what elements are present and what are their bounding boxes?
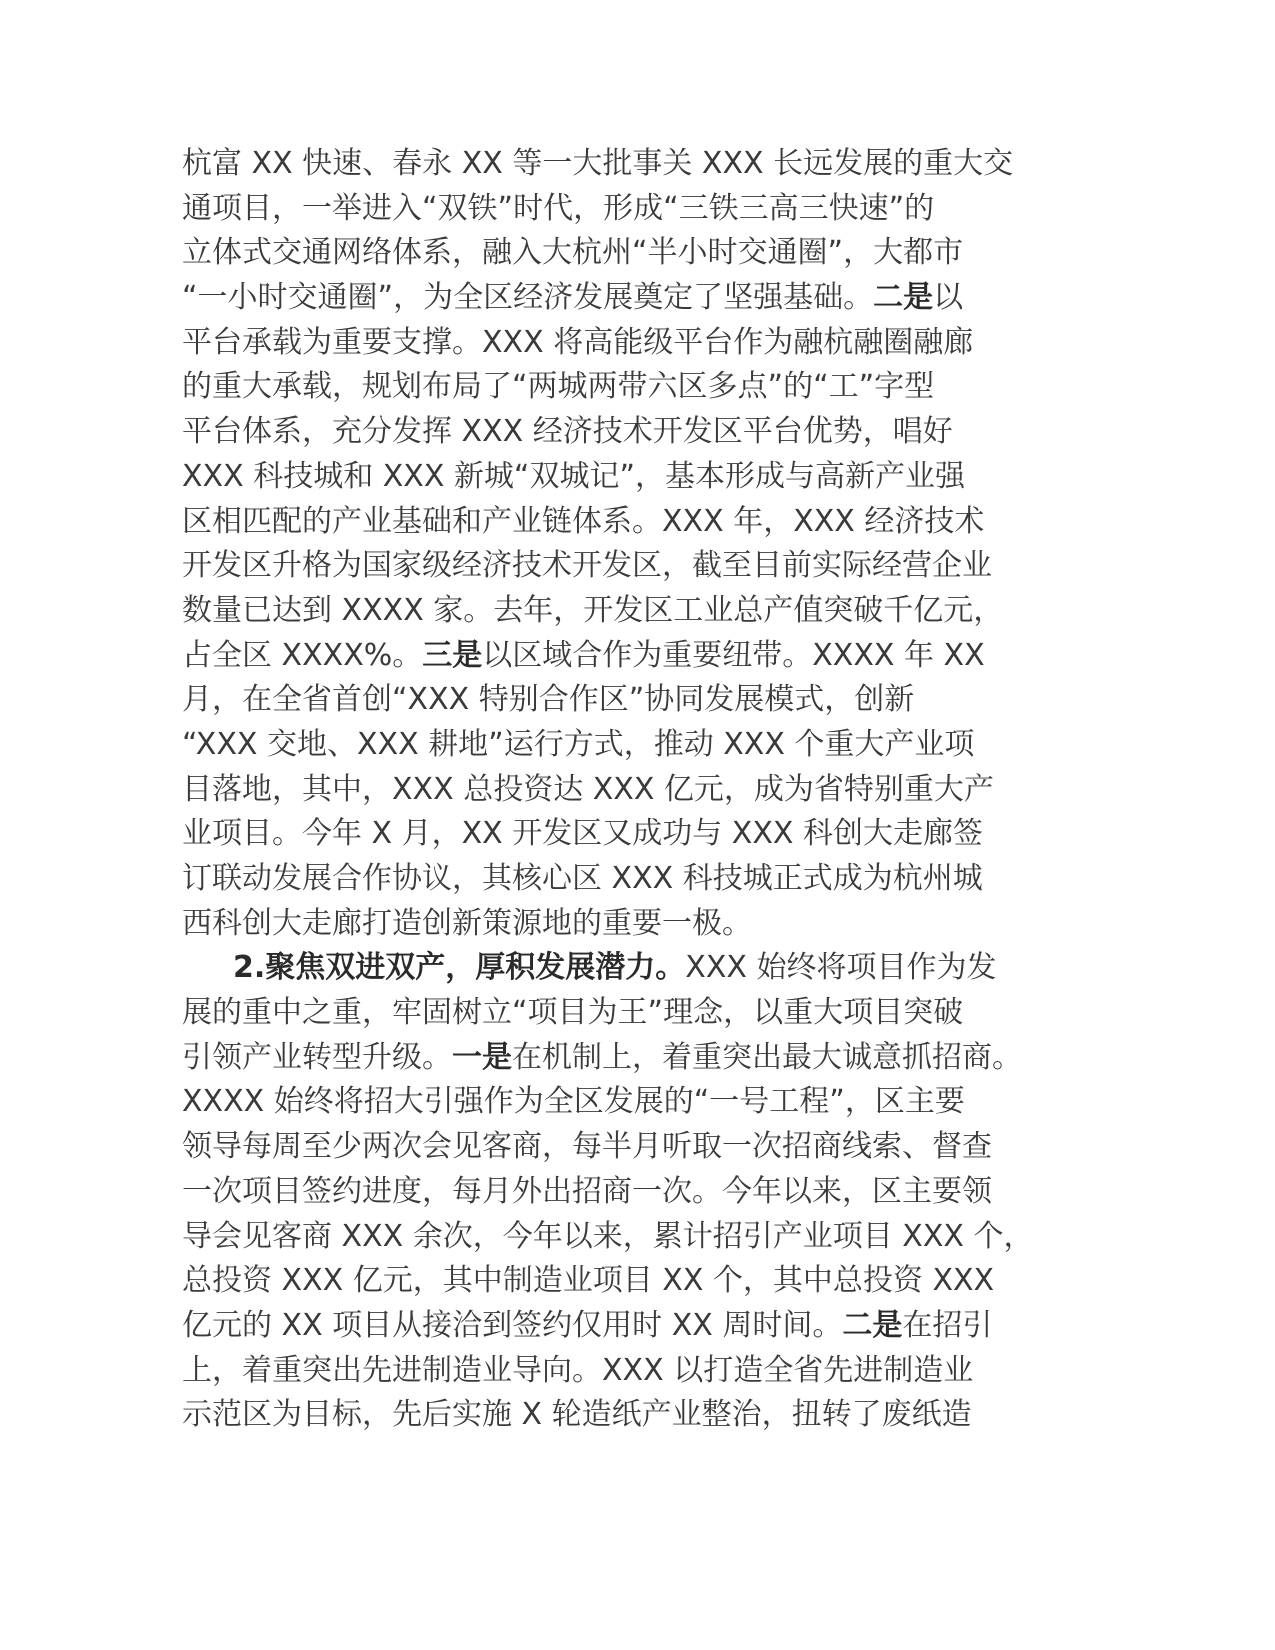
text-line [182, 634, 1142, 679]
text-line [182, 589, 1142, 634]
section-heading-line [182, 946, 1142, 991]
text-line [182, 365, 1142, 410]
text-line [182, 678, 1142, 723]
text-run: 通项目，一举进入“双铁”时代，形成“三铁三高三快速”的 [182, 190, 935, 226]
text-run: 占全区 XXXX%。 [182, 637, 423, 673]
text-run: 展的重中之重，牢固树立“项目为王”理念，以重大项目突破 [182, 995, 964, 1031]
text-run: 数量已达到 XXXX 家。去年，开发区工业总产值突破千亿元， [182, 592, 1004, 628]
text-line [182, 723, 1142, 768]
text-run: 杭富 XX 快速、春永 XX 等一大批事关 XXX 长远发展的重大交 [182, 146, 1014, 181]
text-run: 一次项目签约进度，每月外出招商一次。今年以来，区主要领 [182, 1173, 992, 1209]
text-line [182, 500, 1142, 545]
text-run: 引领产业转型升级。 [182, 1039, 452, 1075]
text-run: 导会见客商 XXX 余次，今年以来，累计招引产业项目 XXX 个， [182, 1218, 1034, 1254]
text-run: 平台承载为重要支撑。XXX 将高能级平台作为融杭融圈融廊 [182, 324, 974, 360]
text-line [182, 1080, 1142, 1125]
text-run: XXXX 始终将招大引强作为全区发展的“一号工程”，区主要 [182, 1084, 965, 1120]
text-run: 示范区为目标，先后实施 X 轮造纸产业整治，扭转了废纸造 [182, 1397, 972, 1433]
text-run: 区相匹配的产业基础和产业链体系。XXX 年，XXX 经济技术 [182, 503, 985, 539]
text-run: 亿元的 XX 项目从接洽到签约仅用时 XX 周时间。 [182, 1307, 843, 1343]
text-run-bold: 一是 [452, 1039, 512, 1075]
text-line [182, 1349, 1142, 1394]
text-run: 业项目。今年 X 月，XX 开发区又成功与 XXX 科创大走廊签 [182, 816, 983, 852]
text-run: 目落地，其中，XXX 总投资达 XXX 亿元，成为省特别重大产 [182, 771, 994, 807]
text-run-bold: 三是 [422, 637, 483, 673]
text-line [182, 231, 1142, 276]
text-run: 上，着重突出先进制造业导向。XXX 以打造全省先进制造业 [182, 1352, 974, 1388]
text-line [182, 544, 1142, 589]
text-run: XXX 科技城和 XXX 新城“双城记”，基本形成与高新产业强 [182, 458, 966, 494]
text-line [182, 857, 1142, 902]
section-heading: 2.聚焦双进双产，厚积发展潜力。 [233, 950, 686, 986]
text-line [182, 276, 1142, 321]
text-run: “一小时交通圈”，为全区经济发展奠定了坚强基础。 [182, 280, 874, 316]
text-line [182, 1215, 1142, 1260]
text-run: “XXX 交地、XXX 耕地”运行方式，推动 XXX 个重大产业项 [182, 726, 975, 762]
text-run: 在机制上，着重突出最大诚意抓招商。 [512, 1039, 1022, 1075]
text-run: 立体式交通网络体系，融入大杭州“半小时交通圈”，大都市 [182, 235, 964, 271]
text-line [182, 142, 1142, 187]
text-run: 西科创大走廊打造创新策源地的重要一极。 [182, 905, 752, 941]
text-run: 在招引 [902, 1307, 993, 1343]
text-line [182, 902, 1142, 947]
text-line [182, 1170, 1142, 1215]
text-run: 订联动发展合作协议，其核心区 XXX 科技城正式成为杭州城 [182, 861, 983, 896]
text-run: 平台体系，充分发挥 XXX 经济技术开发区平台优势，唱好 [182, 414, 953, 450]
text-line [182, 1393, 1142, 1438]
text-run-bold: 二是 [842, 1307, 903, 1343]
text-run-bold: 二是 [873, 280, 934, 316]
text-line [182, 1259, 1142, 1304]
text-line [182, 1125, 1142, 1170]
text-run: 以区域合作为重要纽带。XXXX 年 XX [482, 637, 985, 673]
text-line [182, 991, 1142, 1036]
text-line [182, 1036, 1142, 1081]
text-run: XXX 始终将项目作为发 [685, 950, 997, 986]
text-run: 的重大承载，规划布局了“两城两带六区多点”的“工”字型 [182, 369, 935, 405]
text-run: 以 [933, 280, 964, 316]
text-line [182, 187, 1142, 232]
body-text [182, 142, 1142, 1438]
text-line [182, 1304, 1142, 1349]
text-run: 开发区升格为国家级经济技术开发区，截至目前实际经营企业 [182, 548, 992, 584]
text-line [182, 455, 1142, 500]
text-line [182, 410, 1142, 455]
text-line [182, 321, 1142, 366]
text-line [182, 812, 1142, 857]
text-line [182, 768, 1142, 813]
text-run: 领导每周至少两次会见客商，每半月听取一次招商线索、督查 [182, 1129, 992, 1165]
text-run: 月，在全省首创“XXX 特别合作区”协同发展模式，创新 [182, 682, 915, 718]
text-run: 总投资 XXX 亿元，其中制造业项目 XX 个，其中总投资 XXX [182, 1263, 995, 1299]
